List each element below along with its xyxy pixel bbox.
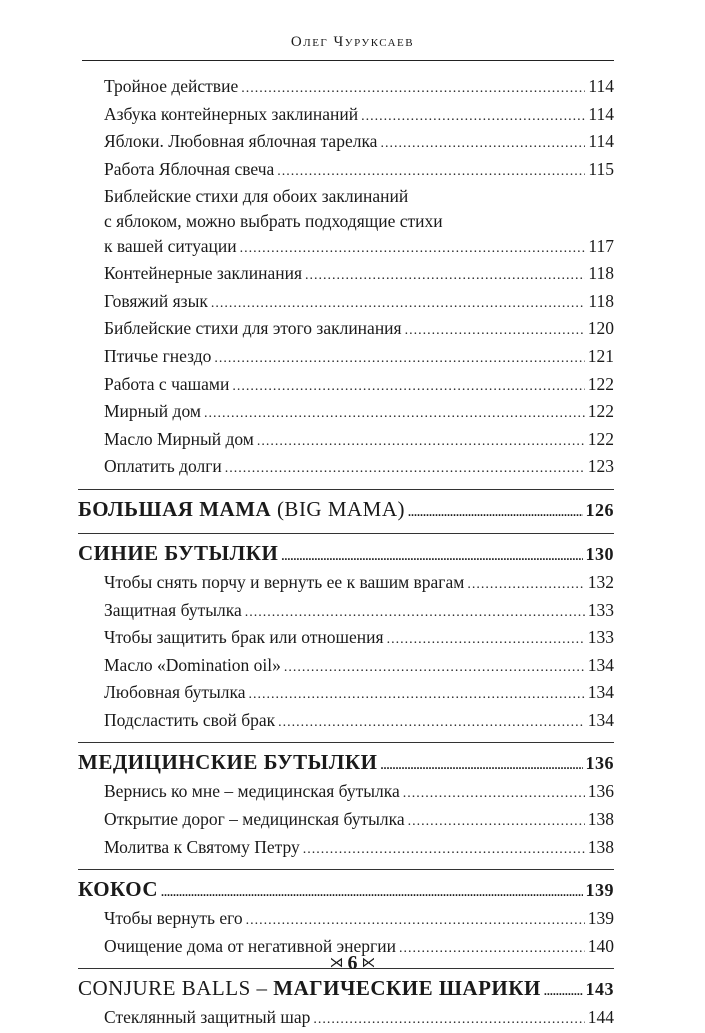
toc-entry[interactable] bbox=[78, 261, 614, 289]
page-number-value: 6 bbox=[347, 952, 358, 974]
leader-dots bbox=[303, 838, 585, 863]
leader-dots bbox=[387, 628, 585, 653]
toc-entry-title: Чтобы вернуть его bbox=[104, 908, 243, 929]
toc-entry-page: 138 bbox=[587, 836, 614, 857]
leader-dots bbox=[305, 264, 585, 289]
toc-entry-page: 121 bbox=[587, 345, 614, 366]
leader-dots bbox=[408, 498, 582, 526]
toc-entry-title: Мирный дом bbox=[104, 401, 201, 422]
leader-dots bbox=[544, 977, 583, 1005]
toc-entry-title: Работа с чашами bbox=[104, 373, 230, 394]
toc-entry-title: Вернись ко мне – медицинская бутылка bbox=[104, 781, 400, 802]
section-divider bbox=[78, 489, 614, 490]
toc-entry[interactable] bbox=[78, 157, 614, 185]
ornament-left-icon: ⋊ bbox=[329, 956, 344, 971]
toc-entry[interactable] bbox=[78, 129, 614, 157]
leader-dots bbox=[161, 878, 583, 906]
running-header: Олег Чуруксаев bbox=[290, 34, 415, 50]
toc-entry-title: Оплатить долги bbox=[104, 456, 222, 477]
leader-dots bbox=[245, 601, 585, 626]
toc-entry-title: Чтобы защитить брак или отношения bbox=[104, 627, 384, 648]
toc-entry-title: Говяжий язык bbox=[104, 290, 208, 311]
toc-entry-title: к вашей ситуации bbox=[104, 235, 237, 256]
leader-dots bbox=[232, 375, 584, 400]
toc-entry-page: 118 bbox=[588, 290, 614, 311]
leader-dots bbox=[361, 105, 585, 130]
leader-dots bbox=[214, 347, 584, 372]
toc-entry[interactable] bbox=[78, 454, 614, 482]
toc-entry[interactable] bbox=[78, 835, 614, 863]
toc-entry-multiline-line: с яблоком, можно выбрать подходящие стихи bbox=[104, 210, 443, 231]
toc-entry[interactable] bbox=[78, 653, 614, 681]
toc-entry[interactable] bbox=[78, 427, 614, 455]
section-divider bbox=[78, 533, 614, 534]
toc-entry-title: Молитва к Святому Петру bbox=[104, 836, 300, 857]
toc-entry-page: 114 bbox=[588, 103, 614, 124]
toc-section-blue-bottles[interactable] bbox=[78, 539, 614, 570]
leader-dots bbox=[381, 751, 583, 779]
toc-section-title: КОКОС bbox=[78, 877, 158, 902]
toc-entry-page: 115 bbox=[588, 158, 614, 179]
leader-dots bbox=[249, 683, 585, 708]
toc-entry-page: 118 bbox=[588, 263, 614, 284]
toc-section-page: 143 bbox=[585, 979, 614, 1000]
toc-entry-page: 122 bbox=[587, 401, 614, 422]
toc-section-title: МЕДИЦИНСКИЕ БУТЫЛКИ bbox=[78, 750, 378, 775]
leader-dots bbox=[313, 1008, 584, 1033]
toc-entry[interactable] bbox=[78, 1005, 614, 1033]
toc-entry-title: Азбука контейнерных заклинаний bbox=[104, 103, 359, 124]
toc-section-title: СИНИЕ БУТЫЛКИ bbox=[78, 540, 279, 565]
toc-entry-multiline-line: Библейские стихи для обоих заклинаний bbox=[104, 186, 409, 207]
toc-entry[interactable] bbox=[78, 344, 614, 372]
leader-dots bbox=[241, 77, 585, 102]
toc-entry-title: Открытие дорог – медицинская бутылка bbox=[104, 809, 405, 830]
header-rule bbox=[82, 60, 614, 61]
toc-section-title: CONJURE BALLS – МАГИЧЕСКИЕ ШАРИКИ bbox=[78, 976, 541, 1001]
toc-section-coconut[interactable] bbox=[78, 875, 614, 906]
section-divider bbox=[78, 869, 614, 870]
toc-entry-title: Стеклянный защитный шар bbox=[104, 1007, 311, 1028]
toc-entry-page: 136 bbox=[587, 781, 614, 802]
toc-section-big-mama[interactable] bbox=[78, 495, 614, 526]
toc-section-page: 130 bbox=[585, 543, 614, 564]
section-divider bbox=[78, 742, 614, 743]
toc-entry-title: Масло Мирный дом bbox=[104, 428, 254, 449]
toc-entry[interactable] bbox=[78, 289, 614, 317]
toc-entry-page: 134 bbox=[587, 654, 614, 675]
toc-entry[interactable] bbox=[78, 372, 614, 400]
toc-entry-page: 122 bbox=[587, 373, 614, 394]
toc-entry[interactable] bbox=[78, 570, 614, 598]
toc-entry-page: 144 bbox=[587, 1007, 614, 1028]
leader-dots bbox=[246, 909, 585, 934]
leader-dots bbox=[211, 292, 586, 317]
toc-entry-page: 138 bbox=[587, 809, 614, 830]
toc-entry-title: Работа Яблочная свеча bbox=[104, 158, 275, 179]
toc-entry-page: 139 bbox=[587, 908, 614, 929]
toc-entry-title: Тройное действие bbox=[104, 76, 239, 96]
leader-dots bbox=[277, 160, 585, 185]
toc-entry-title: Подсластить свой брак bbox=[104, 709, 276, 730]
toc-entry-title: Яблоки. Любовная яблочная тарелка bbox=[104, 131, 378, 152]
toc-entry-page: 133 bbox=[587, 627, 614, 648]
toc-entry-page: 123 bbox=[587, 456, 614, 477]
leader-dots bbox=[204, 402, 585, 427]
toc-entry[interactable] bbox=[78, 906, 614, 934]
leader-dots bbox=[403, 782, 585, 807]
leader-dots bbox=[257, 430, 585, 455]
toc-entry-page: 122 bbox=[587, 428, 614, 449]
leader-dots bbox=[380, 132, 585, 157]
leader-dots bbox=[281, 542, 582, 570]
toc-entry-page: 134 bbox=[587, 709, 614, 730]
toc-entry[interactable] bbox=[78, 74, 614, 102]
toc-entry[interactable] bbox=[78, 598, 614, 626]
toc-entry[interactable] bbox=[78, 625, 614, 653]
toc-entry-title: Чтобы снять порчу и вернуть ее к вашим врагам bbox=[104, 571, 465, 592]
toc-entry-page: 117 bbox=[588, 235, 614, 256]
toc-entry-page: 114 bbox=[588, 76, 614, 96]
toc-entry-page: 132 bbox=[587, 571, 614, 592]
toc-entry-title: Библейские стихи для этого заклинания bbox=[104, 318, 402, 339]
toc-entry-title: Защитная бутылка bbox=[104, 599, 242, 620]
toc-section-page: 139 bbox=[585, 880, 614, 901]
toc-entry[interactable] bbox=[78, 102, 614, 130]
toc-entry-title: Очищение дома от негативной энергии bbox=[104, 935, 396, 956]
toc-entry[interactable] bbox=[78, 708, 614, 736]
toc-entry-title: Масло «Domination oil» bbox=[104, 654, 281, 675]
toc-entry-title: Контейнерные заклинания bbox=[104, 263, 303, 284]
toc-entry[interactable] bbox=[78, 234, 614, 262]
toc-section-conjure-balls[interactable] bbox=[78, 974, 614, 1005]
toc-entry[interactable] bbox=[78, 680, 614, 708]
leader-dots bbox=[467, 573, 584, 598]
toc-entry[interactable] bbox=[78, 779, 614, 807]
leader-dots bbox=[278, 711, 585, 736]
leader-dots bbox=[408, 810, 585, 835]
leader-dots bbox=[225, 457, 585, 482]
toc-entry-page: 120 bbox=[587, 318, 614, 339]
leader-dots bbox=[405, 319, 585, 344]
toc-section-medical-bottles[interactable] bbox=[78, 748, 614, 779]
toc-entry-title: Птичье гнездо bbox=[104, 345, 212, 366]
toc-entry-page: 133 bbox=[587, 599, 614, 620]
toc-entry[interactable] bbox=[78, 316, 614, 344]
toc-entry-page: 114 bbox=[588, 131, 614, 152]
toc-entry-title: Любовная бутылка bbox=[104, 682, 246, 703]
toc-entry-page: 140 bbox=[587, 935, 614, 956]
toc-entry[interactable] bbox=[78, 399, 614, 427]
toc-entry[interactable] bbox=[78, 807, 614, 835]
toc-entry-page: 134 bbox=[587, 682, 614, 703]
toc-section-page: 126 bbox=[585, 499, 614, 520]
page-number bbox=[0, 952, 705, 975]
table-of-contents bbox=[78, 74, 614, 1033]
leader-dots bbox=[284, 656, 585, 681]
leader-dots bbox=[240, 237, 586, 262]
toc-section-title: БОЛЬШАЯ МАМА (BIG MAMA) bbox=[78, 496, 406, 521]
toc-section-page: 136 bbox=[585, 753, 614, 774]
ornament-right-icon: ⋉ bbox=[361, 956, 376, 971]
